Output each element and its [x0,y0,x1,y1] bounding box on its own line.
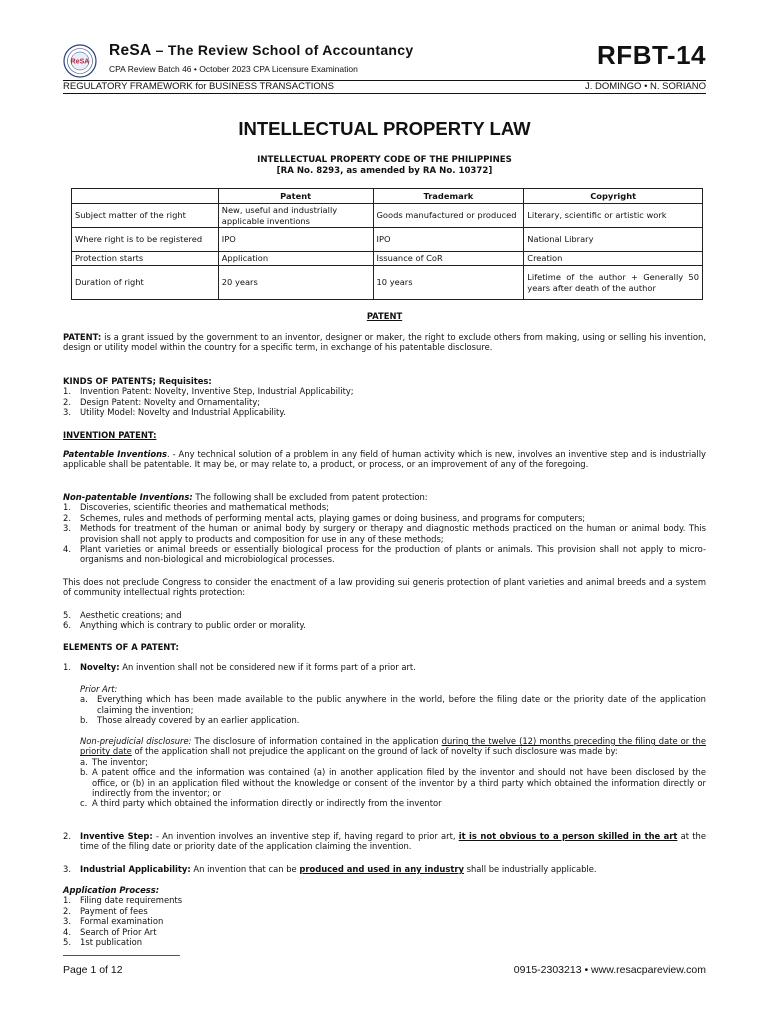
novelty-element: 1. Novelty: An invention shall not be considered new if it forms part of a prior art. [63,662,416,672]
list-item: 4. Plant varieties or animal breeds or essentially biological process for the production of plants or animals. This provision shall not apply to micro-organisms and non-biological and microbiological processes. [63,544,706,565]
table-cell: Literary, scientific or artistic work [524,204,703,228]
paragraph-text: The disclosure of information contained in the application [191,736,442,746]
application-process [63,885,706,947]
section-heading: Application Process: [63,885,160,895]
list-item: b. Those already covered by an earlier application. [80,715,300,726]
table-header-cell: Trademark [373,189,524,204]
table-cell: New, useful and industrially applicable inventions [218,204,373,228]
patentable-inventions [63,449,706,470]
term-label: PATENT: [63,332,102,342]
page-header [63,40,706,78]
list-item: b. A patent office and the information was contained (a) in another application filed by the inventor and should not have been disclosed by the office, or (b) in an application filed without the knowledge or consent of the inventor by a third party which obtained the information directly or indirectly from the inventor; or [80,767,706,799]
paragraph-text: - An invention involves an inventive step if, having regard to prior art, [152,831,459,841]
table-cell: Issuance of CoR [373,252,524,266]
section-heading: ELEMENTS OF A PATENT: [63,642,179,652]
definition-text: is a grant issued by the government to an inventor, designer or maker, the right to exclude others from making, using or selling his invention, design or utility model within the country for a specific term, in exchange of his patentable disclosure. [63,332,706,353]
term-label: Industrial Applicability: [80,864,191,874]
authors: J. DOMINGO • N. SORIANO [584,81,706,92]
paragraph-text: This does not preclude Congress to consider the enactment of a law providing sui generis protection of plant varieties and animal breeds and a system of community intellectual rights protection: [63,577,706,598]
patent-definition [63,332,706,353]
school-full-name: – The Review School of Accountancy [155,42,414,58]
inventive-step-element: 2. Inventive Step: - An invention involves an inventive step if, having regard to prior art, it is not obvious to a person skilled in the art at the time of the filing date or priority date of the application claiming the invention. [63,831,706,852]
non-prejudicial-disclosure [80,736,706,809]
table-cell: Creation [524,252,703,266]
section-heading: PATENT [366,311,403,321]
table-cell: Lifetime of the author + Generally 50 years after death of the author [524,266,703,300]
list-item: 3. Utility Model: Novelty and Industrial Applicability. [63,407,286,418]
paragraph-text: The following shall be excluded from patent protection: [192,492,428,502]
paragraph-text: of the application shall not prejudice the applicant on the ground of lack of novelty if such disclosure was made by: [131,746,618,757]
svg-text:ReSA: ReSA [70,58,90,66]
table-row [72,266,703,300]
table-cell: National Library [524,228,703,252]
list-item: 3. Formal examination [63,916,164,927]
table-cell: Duration of right [72,266,219,300]
prior-art [80,684,706,726]
term-label: Patentable Inventions [63,449,168,459]
list-item: 2. Design Patent: Novelty and Ornamentality; [63,396,261,407]
list-item: 4. Search of Prior Art [63,926,157,937]
section-heading: KINDS OF PATENTS; Requisites: [63,376,212,386]
table-header-cell: Patent [218,189,373,204]
patent-heading [63,311,706,321]
list-item: 1. Filing date requirements [63,895,183,906]
table-row [72,204,703,228]
table-cell: 20 years [218,266,373,300]
emphasis-text: it is not obvious to a person skilled in the art [458,831,678,841]
code-reference: [RA No. 8293, as amended by RA No. 10372] [276,165,493,176]
table-cell: Application [218,252,373,266]
non-patentable-inventions [63,492,706,565]
subject-bar [63,80,706,94]
table-cell: Where right is to be registered [72,228,219,252]
underlined-text: during the twelve (12) months preceding the filing date or the priority date [80,736,706,757]
table-cell: Protection starts [72,252,219,266]
document-page [63,40,706,976]
document-code: RFBT-14 [597,40,706,70]
list-item: 5. 1st publication [63,937,143,948]
list-item: c. A third party which obtained the information directly or indirectly from the inventor [80,798,442,809]
term-label: Non-prejudicial disclosure: [80,736,192,746]
page-title: INTELLECTUAL PROPERTY LAW [238,118,531,139]
term-label: Inventive Step: [80,831,153,841]
term-label: Prior Art: [80,684,118,694]
paragraph-text: shall be industrially applicable. [463,864,597,874]
congress-paragraph [63,577,706,598]
section-heading: INVENTION PATENT: [63,430,157,440]
table-header-cell [72,189,219,204]
table-row [72,228,703,252]
batch-subline: CPA Review Batch 46 • October 2023 CPA Licensure Examination [109,64,358,74]
list-item: 3. Methods for treatment of the human or animal body by surgery or therapy and diagnostic methods practiced on the human or animal body. This provision shall not apply to products and composition for use in any of these methods; [63,523,706,544]
term-label: Novelty: [80,662,120,672]
table-header-row [72,189,703,204]
invention-patent-heading [63,430,706,440]
footer-rule [63,955,180,956]
table-cell: Goods manufactured or produced [373,204,524,228]
brand-name: ReSA [109,42,151,59]
resa-logo [63,44,97,78]
list-item: a. The inventor; [80,756,148,767]
page-number: Page 1 of 12 [63,964,123,976]
list-item: 1. Discoveries, scientific theories and mathematical methods; [63,502,329,513]
paragraph-text: . - Any technical solution of a problem in any field of human activity which is new, involves an inventive step and is industrially applicable shall be patentable. It may be, or may relate to, a product, or process, or an improvement of any of the foregoing. [63,449,706,470]
contact-info: 0915-2303213 • www.resacpareview.com [513,964,706,976]
industrial-applicability-element: 3. Industrial Applicability: An invention that can be produced and used in any industry shall be industrially applicable. [63,864,597,874]
subject-title: REGULATORY FRAMEWORK for BUSINESS TRANSACTIONS [63,81,334,92]
list-item: 6. Anything which is contrary to public order or morality. [63,620,306,631]
list-item: 5. Aesthetic creations; and [63,610,182,620]
table-cell: IPO [373,228,524,252]
list-item: 2. Schemes, rules and methods of performing mental acts, playing games or doing business, and programs for computers; [63,512,586,523]
list-item: 1. Invention Patent: Novelty, Inventive Step, Industrial Applicability; [63,386,354,397]
non-patentable-continued [63,610,706,631]
kinds-of-patents [63,376,706,418]
table-row [72,252,703,266]
table-header-cell: Copyright [524,189,703,204]
school-name [109,42,413,60]
comparison-table [71,188,703,300]
term-label: Non-patentable Inventions: [63,492,193,502]
table-cell: IPO [218,228,373,252]
paragraph-text: An invention that can be [190,864,300,874]
code-title: INTELLECTUAL PROPERTY CODE OF THE PHILIPPINES [257,155,512,165]
table-cell: Subject matter of the right [72,204,219,228]
paragraph-text: An invention shall not be considered new if it forms part of a prior art. [119,662,416,672]
elements-heading [63,642,706,652]
emphasis-text: produced and used in any industry [299,864,464,874]
table-cell: 10 years [373,266,524,300]
paragraph-text: at the time of the filing date or priority date of the application claiming the invention. [80,831,706,852]
list-item: 2. Payment of fees [63,905,148,916]
list-item: a. Everything which has been made available to the public anywhere in the world, before the filing date or the priority date of the application claiming the invention; [80,694,706,715]
